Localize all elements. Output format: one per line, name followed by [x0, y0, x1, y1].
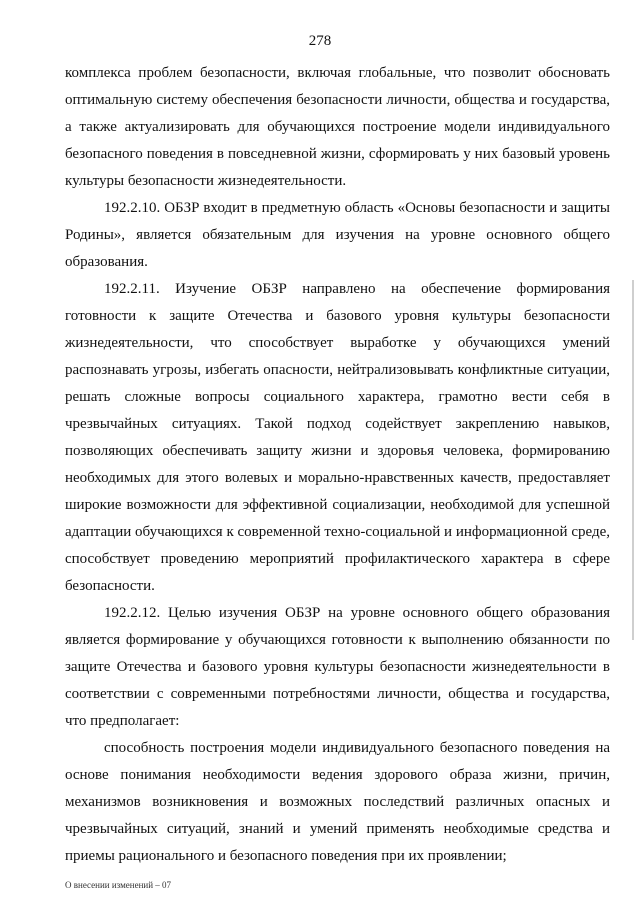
- paragraph-goal-item-1: способность построения модели индивидуального безопасного поведения на основе понимания необходимости ведения здорового образа жизни, причин, механизмов возникновения и возможных последствий различных опасных и чрезвычайных ситуаций, знаний и умений применять необходимые средства и приемы рационального и безопасного поведения при их проявлении;: [65, 740, 610, 864]
- paragraph-section-192-2-10: 192.2.10. ОБЗР входит в предметную область «Основы безопасности и защиты Родины», является обязательным для изучения на уровне основного общего образования.: [65, 200, 610, 270]
- scan-edge-shadow: [632, 280, 634, 640]
- footer-note: О внесении изменений – 07: [65, 880, 172, 890]
- paragraph-section-192-2-12: 192.2.12. Целью изучения ОБЗР на уровне основного общего образования является формирование у обучающихся готовности к выполнению обязанности по защите Отечества и базового уровня культуры безопасности жизнедеятельности в соответствии с современными потребностями личности, общества и государства, что предполагает:: [65, 605, 610, 729]
- paragraph-section-192-2-11: 192.2.11. Изучение ОБЗР направлено на обеспечение формирования готовности к защите Отечества и базового уровня культуры безопасности жизнедеятельности, что способствует выработке у обучающихся умений распознавать угрозы, избегать опасности, нейтрализовывать конфликтные ситуации, решать сложные вопросы социального характера, грамотно вести себя в чрезвычайных ситуациях. Такой подход содействует закреплению навыков, позволяющих обеспечивать защиту жизни и здоровья человека, формированию необходимых для этого волевых и морально-нравственных качеств, предоставляет широкие возможности для эффективной социализации, необходимой для успешной адаптации обучающихся к современной техно-социальной и информационной среде, способствует проведению мероприятий профилактического характера в сфере безопасности.: [65, 281, 610, 594]
- page-number: 278: [308, 33, 332, 49]
- paragraph-intro-continuation: комплекса проблем безопасности, включая глобальные, что позволит обосновать оптимальную систему обеспечения безопасности личности, общества и государства, а также актуализировать для обучающихся построение модели индивидуального безопасного поведения в повседневной жизни, сформировать у них базовый уровень культуры безопасности жизнедеятельности.: [65, 65, 610, 189]
- document-body: [65, 60, 610, 870]
